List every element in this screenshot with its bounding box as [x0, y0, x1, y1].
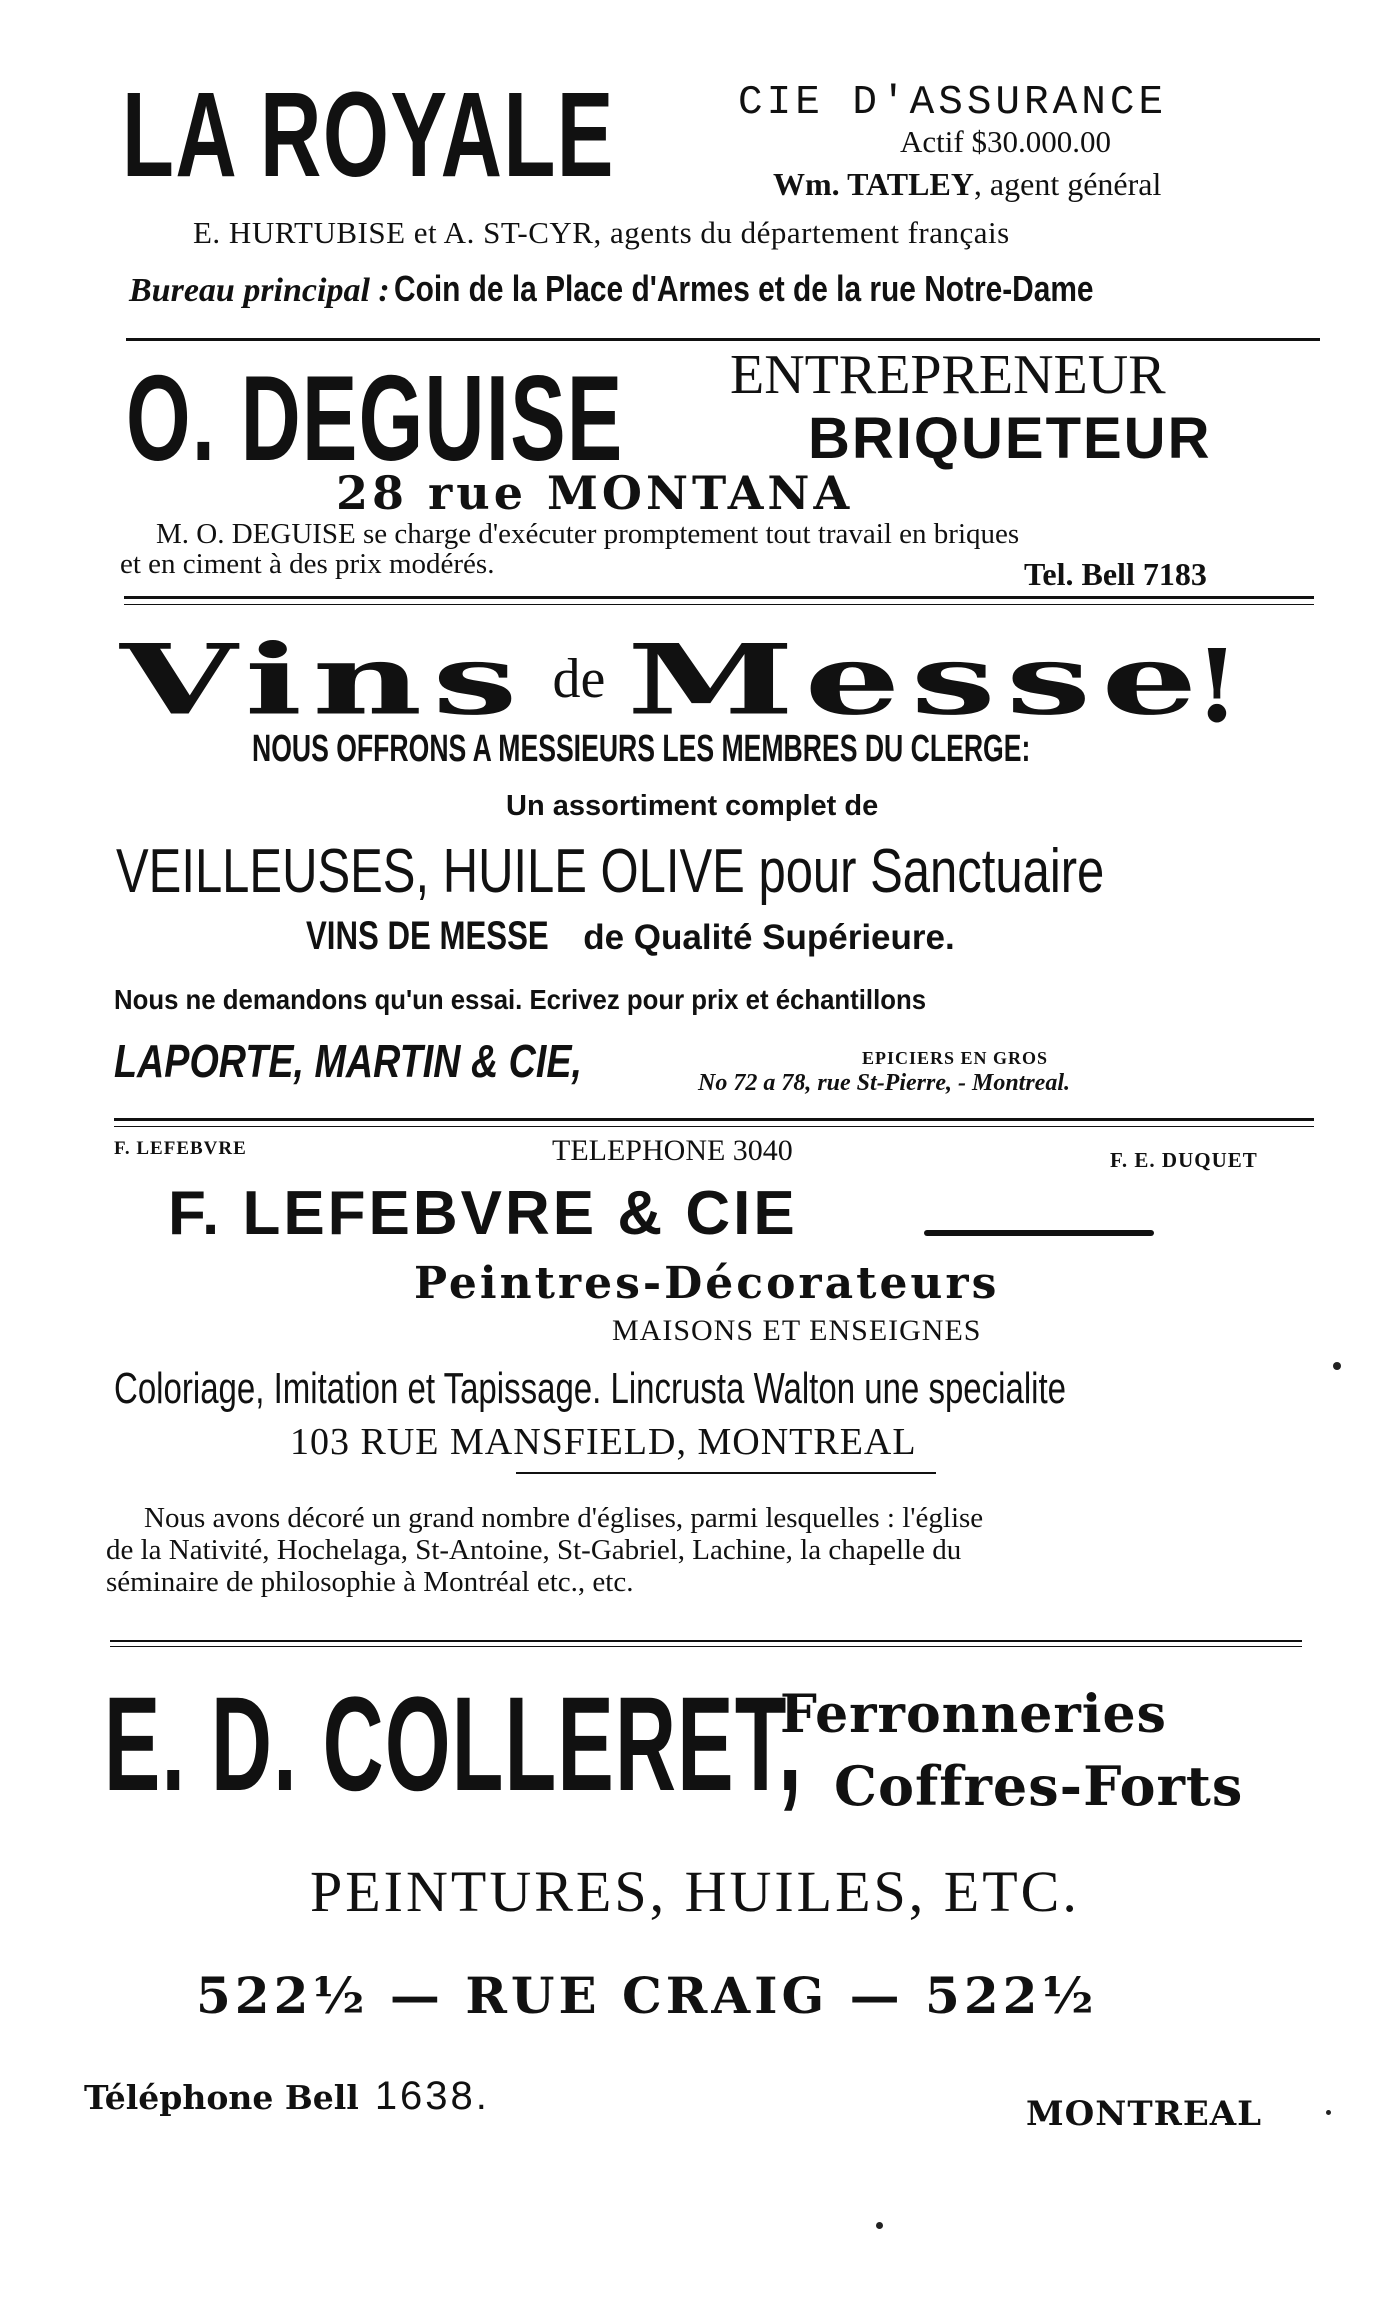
- royale-agents-line: E. HURTUBISE et A. ST-CYR, agents du département français: [193, 215, 1010, 250]
- royale-bureau-address: Coin de la Place d'Armes et de la rue Notre-Dame: [393, 268, 1094, 309]
- lefebvre-partner-right: F. E. DUQUET: [1110, 1148, 1258, 1172]
- vins-quality: de Qualité Supérieure.: [583, 918, 955, 957]
- lefebvre-name-swash: [924, 1230, 1154, 1236]
- lefebvre-para-line2: de la Nativité, Hochelaga, St-Antoine, St-Gabriel, Lachine, la chapelle du: [106, 1534, 962, 1566]
- vins-firm-role: EPICIERS EN GROS: [862, 1048, 1049, 1068]
- lefebvre-address: 103 RUE MANSFIELD, MONTREAL: [290, 1421, 917, 1463]
- vins-products: VEILLEUSES, HUILE OLIVE pour Sanctuaire: [116, 837, 1105, 906]
- vins-title-vins: Vins: [120, 622, 528, 737]
- royale-agent-title: , agent général: [973, 166, 1162, 202]
- lefebvre-telephone: TELEPHONE 3040: [552, 1134, 793, 1167]
- royale-bureau-label: Bureau principal :: [129, 272, 390, 309]
- print-speck: [876, 2222, 883, 2229]
- divider-2: [124, 596, 1314, 599]
- colleret-address: 522½ — RUE CRAIG — 522½: [196, 1966, 1098, 2025]
- royale-agent-name: Wm. TATLEY: [773, 166, 974, 202]
- colleret-phone-number: 1638.: [374, 2074, 490, 2118]
- divider-2b: [124, 604, 1314, 605]
- deguise-text-line2: et en ciment à des prix modérés.: [120, 548, 495, 580]
- lefebvre-services: Coloriage, Imitation et Tapissage. Lincrusta Walton une specialite: [114, 1364, 1067, 1413]
- vins-title-bang: !: [1195, 627, 1239, 745]
- vins-title-messe: Messe: [627, 622, 1209, 737]
- royale-assets: Actif $30.000.00: [900, 124, 1111, 159]
- colleret-products: PEINTURES, HUILES, ETC.: [310, 1859, 1080, 1924]
- lefebvre-name: F. LEFEBVRE & CIE: [168, 1179, 798, 1248]
- royale-bureau: [129, 268, 1237, 310]
- vins-title-de: de: [552, 648, 606, 710]
- vins-label: VINS DE MESSE: [306, 914, 549, 958]
- colleret-phone-label: Téléphone Bell: [84, 2078, 359, 2117]
- vins-firm-address: No 72 a 78, rue St-Pierre, - Montreal.: [698, 1070, 1070, 1096]
- vins-firm: LAPORTE, MARTIN & CIE,: [114, 1035, 583, 1087]
- vins-assortment: Un assortiment complet de: [506, 790, 879, 822]
- print-speck: [1326, 2110, 1331, 2115]
- lefebvre-address-rule: [516, 1472, 936, 1474]
- print-speck: [1333, 1362, 1341, 1370]
- deguise-trade2: BRIQUETEUR: [808, 406, 1212, 471]
- deguise-tel: Tel. Bell 7183: [1024, 556, 1207, 592]
- colleret-phone: [84, 2074, 490, 2119]
- divider-4: [110, 1640, 1302, 1642]
- divider-4b: [110, 1646, 1302, 1647]
- colleret-trade1: Ferronneries: [780, 1684, 1167, 1745]
- lefebvre-para-line1: Nous avons décoré un grand nombre d'églises, parmi lesquelles : l'église: [144, 1502, 984, 1534]
- lefebvre-partner-left: F. LEFEBVRE: [114, 1138, 247, 1159]
- divider-1: [126, 338, 1320, 341]
- royale-agent: [773, 166, 1161, 203]
- deguise-trade1: ENTREPRENEUR: [730, 344, 1166, 406]
- deguise-text-line1: M. O. DEGUISE se charge d'exécuter promptement tout travail en briques: [156, 518, 1020, 550]
- vins-quality-line: [306, 914, 955, 959]
- lefebvre-subtrade: MAISONS ET ENSEIGNES: [612, 1314, 982, 1347]
- deguise-address: 28 rue MONTANA: [336, 466, 854, 520]
- colleret-city: MONTREAL: [1026, 2094, 1263, 2134]
- divider-3: [114, 1118, 1314, 1121]
- divider-3b: [114, 1126, 1314, 1127]
- deguise-name: O. DEGUISE: [126, 350, 624, 486]
- vins-essai: Nous ne demandons qu'un essai. Ecrivez pour prix et échantillons: [114, 984, 927, 1015]
- vins-offer: NOUS OFFRONS A MESSIEURS LES MEMBRES DU CLERGE:: [252, 728, 1031, 770]
- colleret-trade2: Coffres-Forts: [834, 1754, 1244, 1818]
- lefebvre-para-line3: séminaire de philosophie à Montréal etc., etc.: [106, 1566, 634, 1598]
- royale-name: LA ROYALE: [122, 68, 615, 203]
- royale-company: CIE D'ASSURANCE: [738, 80, 1168, 126]
- lefebvre-trade: Peintres-Décorateurs: [414, 1258, 1000, 1309]
- colleret-name: E. D. COLLERET,: [104, 1670, 804, 1819]
